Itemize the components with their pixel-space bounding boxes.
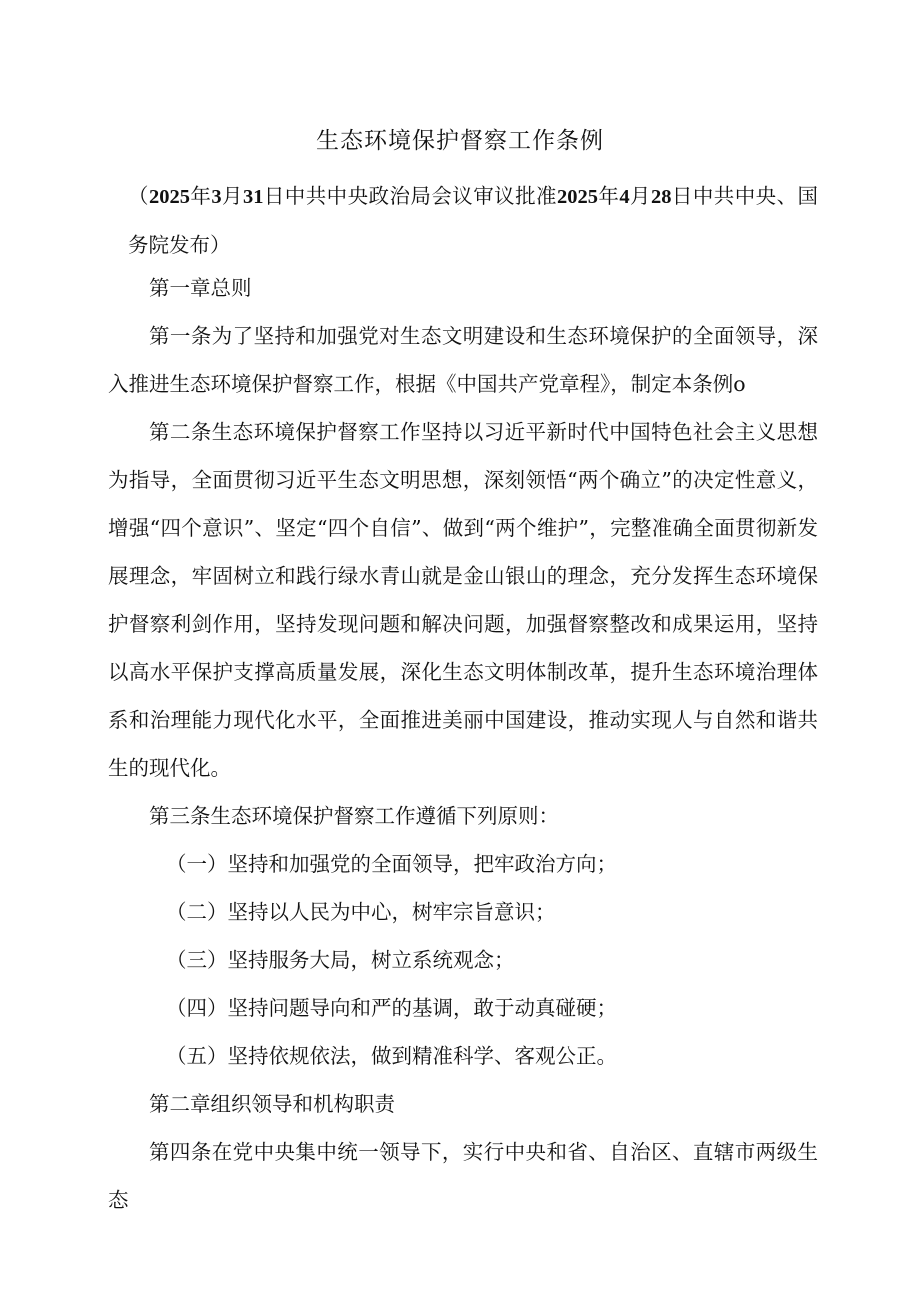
subtitle-year-1: 2025 [148, 186, 190, 208]
subtitle-text-2: 日中共中央、国务院发布） [128, 184, 819, 257]
subtitle-text-1: 日中共中央政治局会议审议批准 [263, 184, 557, 208]
document-body [108, 264, 818, 1224]
article-paragraph: 第四条在党中央集中统一领导下，实行中央和省、自治区、直辖市两级生态 [108, 1140, 818, 1212]
subtitle-year-unit-1: 年 [189, 184, 212, 208]
subtitle-year-unit-2: 年 [597, 184, 620, 208]
principle-item: （五）坚持依规依法，做到精准科学、客观公正。 [166, 1044, 617, 1068]
principle-item: （一）坚持和加强党的全面领导，把牢政治方向； [166, 852, 617, 876]
document-subtitle [128, 172, 818, 269]
subtitle-open-paren: （ [128, 184, 149, 208]
principle-item: （四）坚持问题导向和严的基调，敢于动真碰硬； [166, 996, 617, 1020]
subtitle-month-2: 4 [619, 186, 630, 208]
subtitle-month-unit-1: 月 [221, 184, 243, 208]
principle-item: （三）坚持服务大局，树立系统观念； [166, 948, 515, 972]
subtitle-day-2: 28 [650, 186, 672, 208]
article-paragraph: 第二条生态环境保护督察工作坚持以习近平新时代中国特色社会主义思想为指导，全面贯彻习近平生态文明思想，深刻领悟“两个确立”的决定性意义，增强“四个意识”、坚定“四个自信”、做到“两个维护”，完整准确全面贯彻新发展理念，牢固树立和践行绿水青山就是金山银山的理念，充分发挥生态环境保护督察利剑作用，坚持发现问题和解决问题，加强督察整改和成果运用，坚持以高水平保护支撑高质量发展，深化生态文明体制改革，提升生态环境治理体系和治理能力现代化水平，全面推进美丽中国建设，推动实现人与自然和谐共生的现代化。 [108, 420, 818, 780]
article-paragraph: 第三条生态环境保护督察工作遵循下列原则： [149, 804, 559, 828]
article-paragraph: 第一条为了坚持和加强党对生态文明建设和生态环境保护的全面领导，深入推进生态环境保护督察工作，根据《中国共产党章程》，制定本条例o [108, 324, 818, 396]
principle-item: （二）坚持以人民为中心，树牢宗旨意识； [166, 900, 556, 924]
subtitle-month-unit-2: 月 [629, 184, 651, 208]
chapter-heading: 第二章组织领导和机构职责 [149, 1092, 395, 1116]
subtitle-month-1: 3 [211, 186, 222, 208]
chapter-heading: 第一章总则 [149, 276, 252, 300]
subtitle-day-1: 31 [242, 186, 264, 208]
document-title: 生态环境保护督察工作条例 [316, 128, 604, 154]
subtitle-year-2: 2025 [556, 186, 598, 208]
